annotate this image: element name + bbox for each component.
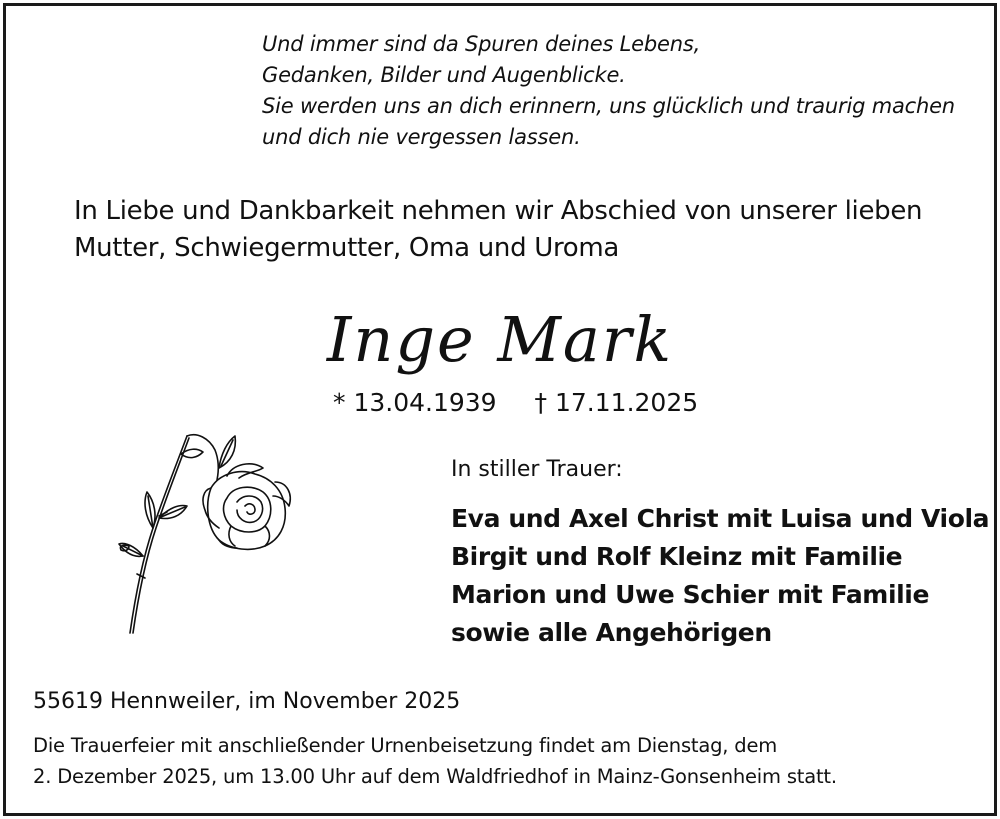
death-date: † 17.11.2025 [534, 388, 699, 417]
poem-line: Und immer sind da Spuren deines Lebens, [262, 32, 701, 56]
life-dates [333, 386, 698, 420]
mourner-line: Birgit und Rolf Kleinz mit Familie [451, 542, 903, 571]
poem-line: Gedanken, Bilder und Augenblicke. [262, 63, 626, 87]
poem-line: und dich nie vergessen lassen. [262, 125, 581, 149]
mourner-line: Eva und Axel Christ mit Luisa und Viola [451, 504, 990, 533]
intro-text [74, 193, 922, 267]
intro-line: Mutter, Schwiegermutter, Oma und Uroma [74, 233, 620, 263]
funeral-line: Die Trauerfeier mit anschließender Urnenbeisetzung findet am Dienstag, dem [33, 734, 778, 757]
birth-date: * 13.04.1939 [333, 388, 497, 417]
funeral-line: 2. Dezember 2025, um 13.00 Uhr auf dem Waldfriedhof in Mainz-Gonsenheim statt. [33, 765, 837, 788]
mourners-list [451, 500, 989, 652]
mourner-line: sowie alle Angehörigen [451, 618, 772, 647]
mourning-label: In stiller Trauer: [451, 457, 623, 482]
mourner-line: Marion und Uwe Schier mit Familie [451, 580, 930, 609]
intro-line: In Liebe und Dankbarkeit nehmen wir Abschied von unserer lieben [74, 196, 923, 226]
funeral-info [33, 730, 837, 792]
poem-line: Sie werden uns an dich erinnern, uns glücklich und traurig machen [262, 94, 955, 118]
rose-drawing-icon [115, 428, 305, 640]
poem [262, 29, 955, 153]
deceased-name: Inge Mark [326, 303, 674, 376]
place-date: 55619 Hennweiler, im November 2025 [33, 689, 461, 714]
